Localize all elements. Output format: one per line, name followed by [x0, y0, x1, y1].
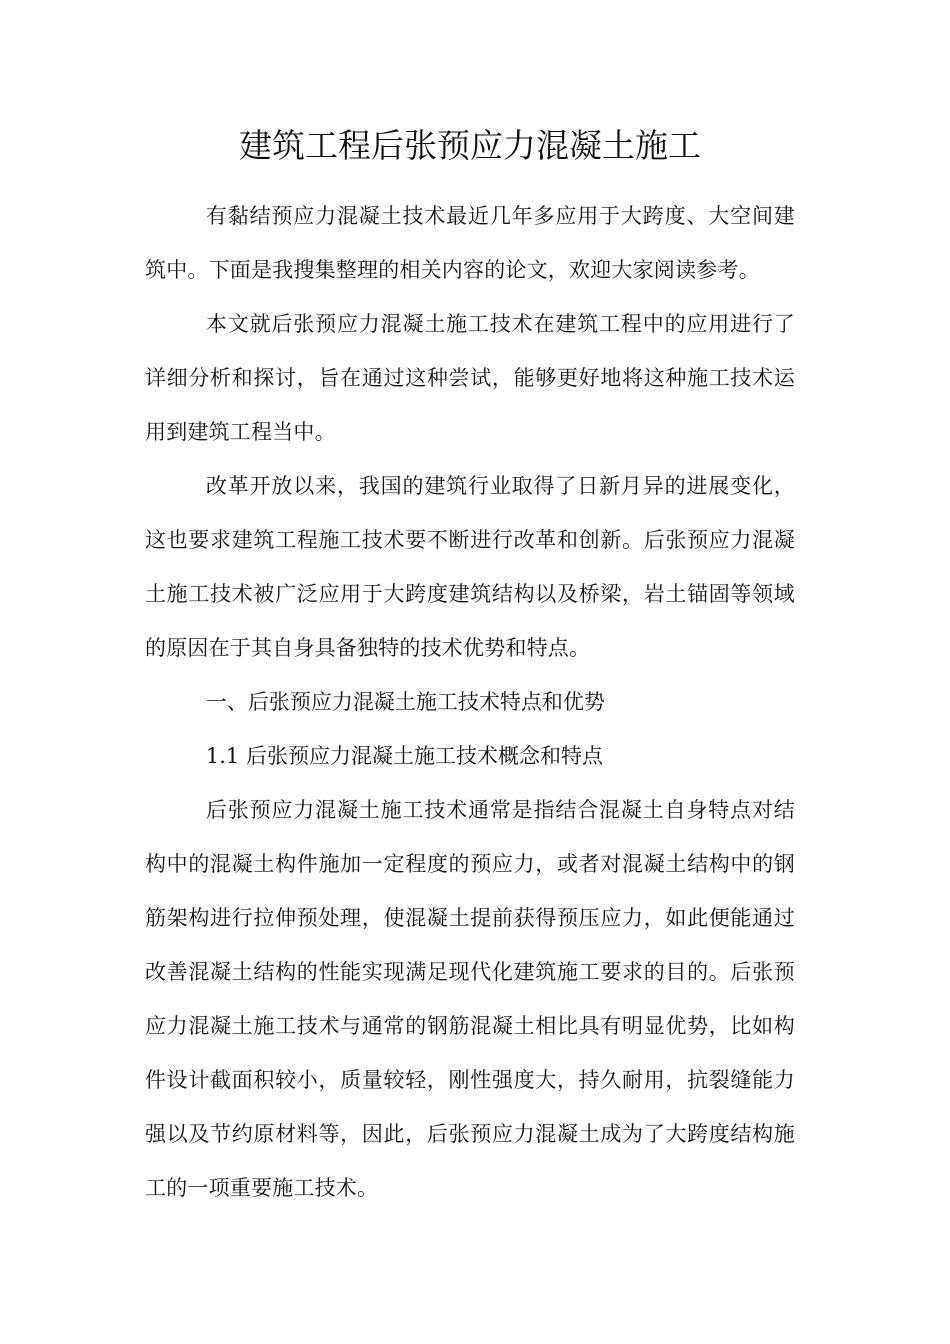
scope-paragraph: 本文就后张预应力混凝土施工技术在建筑工程中的应用进行了详细分析和探讨，旨在通过这种尝试，能够更好地将这种施工技术运用到建筑工程当中。: [145, 312, 795, 444]
section-heading: 一、后张预应力混凝土施工技术特点和优势: [205, 690, 605, 714]
document-body: [145, 189, 795, 1215]
background-paragraph: 改革开放以来，我国的建筑行业取得了日新月异的进展变化，这也要求建筑工程施工技术要不断进行改革和创新。后张预应力混凝土施工技术被广泛应用于大跨度建筑结构以及桥梁，岩土锚固等领域的原因在于其自身具备独特的技术优势和特点。: [145, 474, 795, 660]
concept-paragraph: 后张预应力混凝土施工技术通常是指结合混凝土自身特点对结构中的混凝土构件施加一定程度的预应力，或者对混凝土结构中的钢筋架构进行拉伸预处理，使混凝土提前获得预压应力，如此便能通过改善混凝土结构的性能实现满足现代化建筑施工要求的目的。后张预应力混凝土施工技术与通常的钢筋混凝土相比具有明显优势，比如构件设计截面积较小，质量较轻，刚性强度大，持久耐用，抗裂缝能力强以及节约原材料等，因此，后张预应力混凝土成为了大跨度结构施工的一项重要施工技术。: [145, 798, 795, 1200]
intro-paragraph: 有黏结预应力混凝土技术最近几年多应用于大跨度、大空间建筑中。下面是我搜集整理的相关内容的论文，欢迎大家阅读参考。: [145, 204, 795, 282]
subsection-heading: 1.1 后张预应力混凝土施工技术概念和特点: [205, 744, 603, 768]
document-title: 建筑工程后张预应力混凝土施工: [239, 126, 701, 165]
